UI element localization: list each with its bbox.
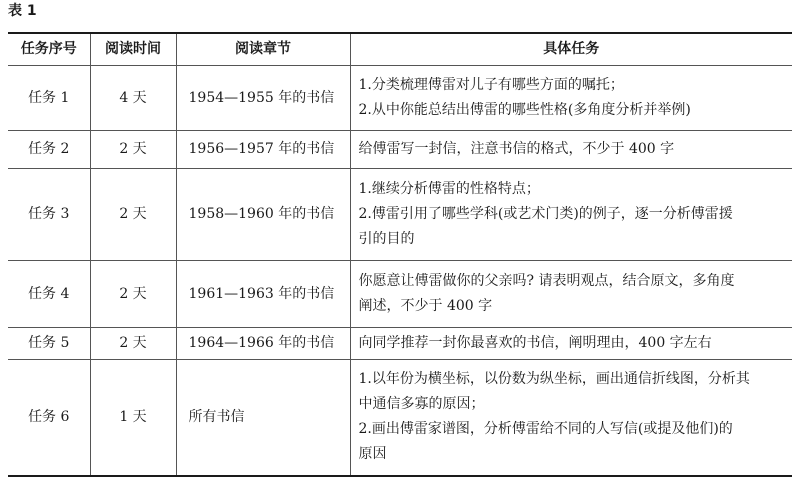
- reading-chapter-cell: 1961—1963 年的书信: [176, 261, 350, 328]
- task-line: 2.傅雷引用了哪些学科(或艺术门类)的例子，逐一分析傅雷援: [358, 206, 733, 222]
- reading-time-cell: 1 天: [90, 360, 176, 476]
- task-description-cell: [350, 169, 792, 261]
- reading-task-table: [8, 32, 792, 477]
- reading-chapter-cell: 1954—1955 年的书信: [176, 66, 350, 131]
- table-row: [8, 360, 792, 476]
- task-description-cell: [350, 66, 792, 131]
- task-line: 2.从中你能总结出傅雷的哪些性格(多角度分析并举例): [358, 102, 691, 118]
- reading-chapter-cell: 1958—1960 年的书信: [176, 169, 350, 261]
- table-row: [8, 66, 792, 131]
- reading-time-cell: 2 天: [90, 261, 176, 328]
- task-description-cell: [350, 328, 792, 360]
- task-line: 2.画出傅雷家谱图，分析傅雷给不同的人写信(或提及他们)的: [358, 421, 733, 438]
- task-number-cell: 任务 4: [8, 261, 90, 328]
- task-line: 中通信多寡的原因；: [358, 396, 485, 413]
- header-specific-task: 具体任务: [350, 33, 792, 66]
- reading-time-cell: 4 天: [90, 66, 176, 131]
- task-number-cell: 任务 2: [8, 131, 90, 169]
- table-caption: 表 1: [8, 3, 37, 19]
- reading-time-cell: 2 天: [90, 328, 176, 360]
- task-line: 1.继续分析傅雷的性格特点；: [358, 181, 540, 197]
- header-row: [8, 33, 792, 66]
- reading-chapter-cell: 所有书信: [176, 360, 350, 476]
- task-number-cell: 任务 3: [8, 169, 90, 261]
- task-description-cell: [350, 261, 792, 328]
- task-number-cell: 任务 1: [8, 66, 90, 131]
- table-row: [8, 328, 792, 360]
- table-row: [8, 261, 792, 328]
- reading-time-cell: 2 天: [90, 169, 176, 261]
- task-line: 原因: [358, 446, 387, 463]
- reading-time-cell: 2 天: [90, 131, 176, 169]
- table-row: [8, 169, 792, 261]
- task-line: 阐述，不少于 400 字: [358, 298, 493, 314]
- task-description-cell: [350, 360, 792, 476]
- header-reading-chapter: 阅读章节: [176, 33, 350, 66]
- header-task-number: 任务序号: [8, 33, 90, 66]
- task-number-cell: 任务 6: [8, 360, 90, 476]
- task-description-cell: [350, 131, 792, 169]
- task-line: 引的目的: [358, 231, 415, 247]
- task-line: 1.以年份为横坐标，以份数为纵坐标，画出通信折线图，分析其: [358, 371, 750, 388]
- reading-chapter-cell: 1956—1957 年的书信: [176, 131, 350, 169]
- task-line: 你愿意让傅雷做你的父亲吗? 请表明观点，结合原文，多角度: [358, 273, 735, 289]
- task-line: 给傅雷写一封信，注意书信的格式，不少于 400 字: [358, 141, 675, 157]
- task-number-cell: 任务 5: [8, 328, 90, 360]
- reading-chapter-cell: 1964—1966 年的书信: [176, 328, 350, 360]
- table-row: [8, 131, 792, 169]
- task-line: 1.分类梳理傅雷对儿子有哪些方面的嘱托；: [358, 77, 624, 93]
- header-reading-time: 阅读时间: [90, 33, 176, 66]
- task-line: 向同学推荐一封你最喜欢的书信，阐明理由，400 字左右: [358, 335, 712, 351]
